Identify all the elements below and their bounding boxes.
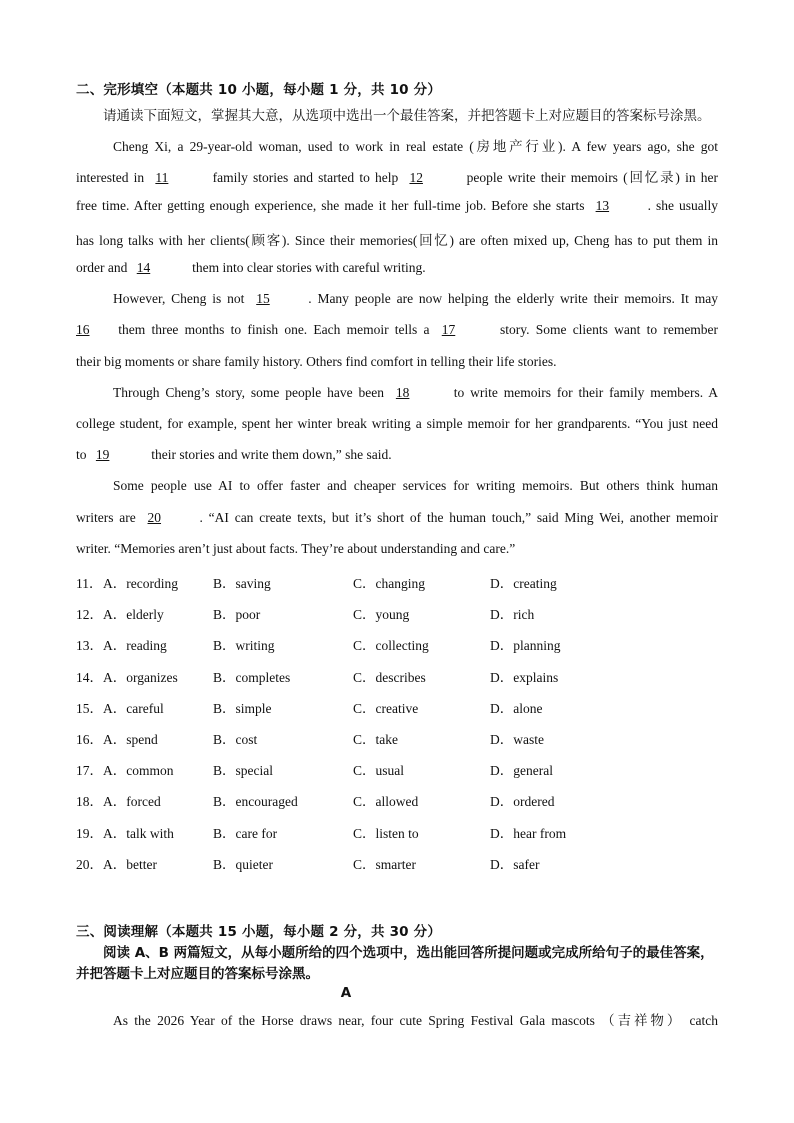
passage-line: has long talks with her clients(顾客). Since their memories(回忆) are often mixed up, Cheng has to put them in	[76, 233, 718, 248]
blank-15: 15	[256, 291, 270, 306]
passage-line: their big moments or share family history. Others find comfort in telling their life stories.	[76, 354, 557, 369]
blank-16: 16	[76, 322, 90, 337]
option-row: 20． A．better B．quieter C．smarter D．safer	[76, 857, 540, 872]
option-row: 18． A．forced B．encouraged C．allowed D．ordered	[76, 794, 555, 809]
blank-11: 11	[155, 170, 169, 185]
section3-instruction-cont: 并把答题卡上对应题目的答案标号涂黑。	[76, 966, 319, 982]
section3-instruction: 阅读 A、B 两篇短文，从每小题所给的四个选项中，选出能回答所提问题或完成所给句子的最佳答案，	[103, 945, 714, 961]
passage-line: 16 them three months to finish one. Each memoir tells a 17 story. Some clients want to remember	[76, 322, 719, 337]
passage-line: Through Cheng’s story, some people have been 18 to write memoirs for their family members. A	[113, 385, 719, 400]
passage-line: writer. “Memories aren’t just about facts. They’re about understanding and care.”	[76, 541, 516, 556]
passage-line: writers are 20 . “AI can create texts, but it’s short of the human touch,” said Ming Wei, another memoir	[76, 510, 718, 525]
option-row: 15． A．careful B．simple C．creative D．alone	[76, 701, 543, 716]
passage-line: free time. After getting enough experience, she made it her full-time job. Before she starts 13 . she usually	[76, 198, 719, 213]
passage-line: Cheng Xi, a 29-year-old woman, used to work in real estate (房地产行业). A few years ago, she got	[113, 139, 718, 154]
option-row: 12． A．elderly B．poor C．young D．rich	[76, 607, 535, 622]
option-row: 19． A．talk with B．care for C．listen to D．hear from	[76, 826, 567, 841]
passage-line: college student, for example, spent her winter break writing a simple memoir for her grandparents. “You just need	[76, 416, 718, 431]
passage-line: As the 2026 Year of the Horse draws near, four cute Spring Festival Gala mascots （吉祥物） catch	[113, 1013, 718, 1028]
option-row: 17． A．common B．special C．usual D．general	[76, 763, 553, 778]
section2-instruction: 请通读下面短文，掌握其大意，从选项中选出一个最佳答案，并把答题卡上对应题目的答案标号涂黑。	[103, 108, 711, 124]
blank-12: 12	[409, 170, 423, 185]
blank-17: 17	[441, 322, 456, 337]
passage-line: to 19 their stories and write them down,” she said.	[76, 447, 392, 462]
blank-20: 20	[147, 510, 162, 525]
section2-heading: 二、完形填空（本题共 10 小题，每小题 1 分，共 10 分）	[76, 82, 442, 98]
passage-a-label: A	[340, 985, 352, 1001]
blank-14: 14	[136, 260, 151, 275]
option-row: 11． A．recording B．saving C．changing D．creating	[76, 576, 557, 591]
option-row: 14． A．organizes B．completes C．describes D．explains	[76, 670, 559, 685]
passage-line: However, Cheng is not 15 . Many people are now helping the elderly write their memoirs. It may	[113, 291, 719, 306]
passage-line: interested in 11 family stories and started to help 12 people write their memoirs (回忆录) in her	[76, 170, 719, 185]
blank-13: 13	[595, 198, 610, 213]
blank-19: 19	[95, 447, 110, 462]
option-row: 13． A．reading B．writing C．collecting D．planning	[76, 638, 561, 653]
passage-line: order and 14 them into clear stories with careful writing.	[76, 260, 426, 275]
passage-line: Some people use AI to offer faster and cheaper services for writing memoirs. But others think human	[113, 478, 718, 493]
blank-18: 18	[395, 385, 410, 400]
section3-heading: 三、阅读理解（本题共 15 小题，每小题 2 分，共 30 分）	[76, 924, 442, 940]
option-row: 16． A．spend B．cost C．take D．waste	[76, 732, 544, 747]
